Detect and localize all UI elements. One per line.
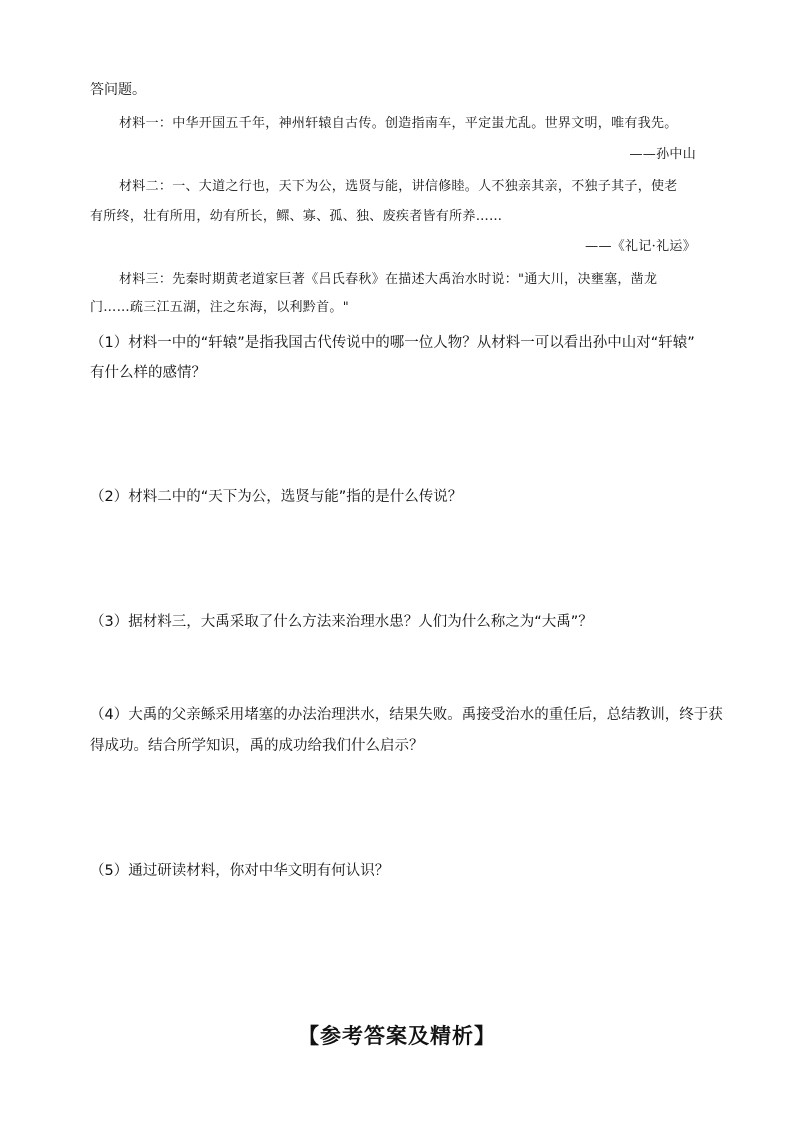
material-3-line-1: 材料三：先秦时期黄老道家巨著《吕氏春秋》在描述大禹治水时说："通大川，决壅塞，凿龙 <box>119 272 658 287</box>
question-4-line-2: 得成功。结合所学知识，禹的成功给我们什么启示？ <box>90 738 424 754</box>
question-4-line-1: （4）大禹的父亲鲧采用堵塞的办法治理洪水，结果失败。禹接受治水的重任后，总结教训，终于获 <box>90 707 723 723</box>
material-2-line-2: 有所终，壮有所用，幼有所长，鳏、寡、孤、独、废疾者皆有所养…… <box>90 209 503 224</box>
material-3-line-2: 门……疏三江五湖，注之东海，以利黔首。" <box>90 300 349 315</box>
material-2-source: ——《礼记·礼运》 <box>585 239 696 254</box>
question-5-line-1: （5）通过研读材料，你对中华文明有何认识？ <box>90 863 390 879</box>
intro-text: 答问题。 <box>90 82 146 98</box>
question-3-line-1: （3）据材料三，大禹采取了什么方法来治理水患？人们为什么称之为“大禹”？ <box>90 614 593 630</box>
question-1-line-1: （1）材料一中的“轩辕”是指我国古代传说中的哪一位人物？从材料一可以看出孙中山对“轩辕” <box>90 335 695 351</box>
question-1-line-2: 有什么样的感情？ <box>90 365 206 381</box>
answer-heading: 【参考答案及精析】 <box>298 1024 496 1048</box>
material-1-source: ——孙中山 <box>629 147 696 162</box>
material-2-line-1: 材料二：一、大道之行也，天下为公，选贤与能，讲信修睦。人不独亲其亲，不独子其子，使老 <box>119 179 678 194</box>
question-2-line-1: （2）材料二中的“天下为公，选贤与能”指的是什么传说？ <box>90 489 463 505</box>
material-1-line-1: 材料一：中华开国五千年，神州轩辕自古传。创造指南车，平定蚩尤乱。世界文明，唯有我先。 <box>119 116 678 131</box>
